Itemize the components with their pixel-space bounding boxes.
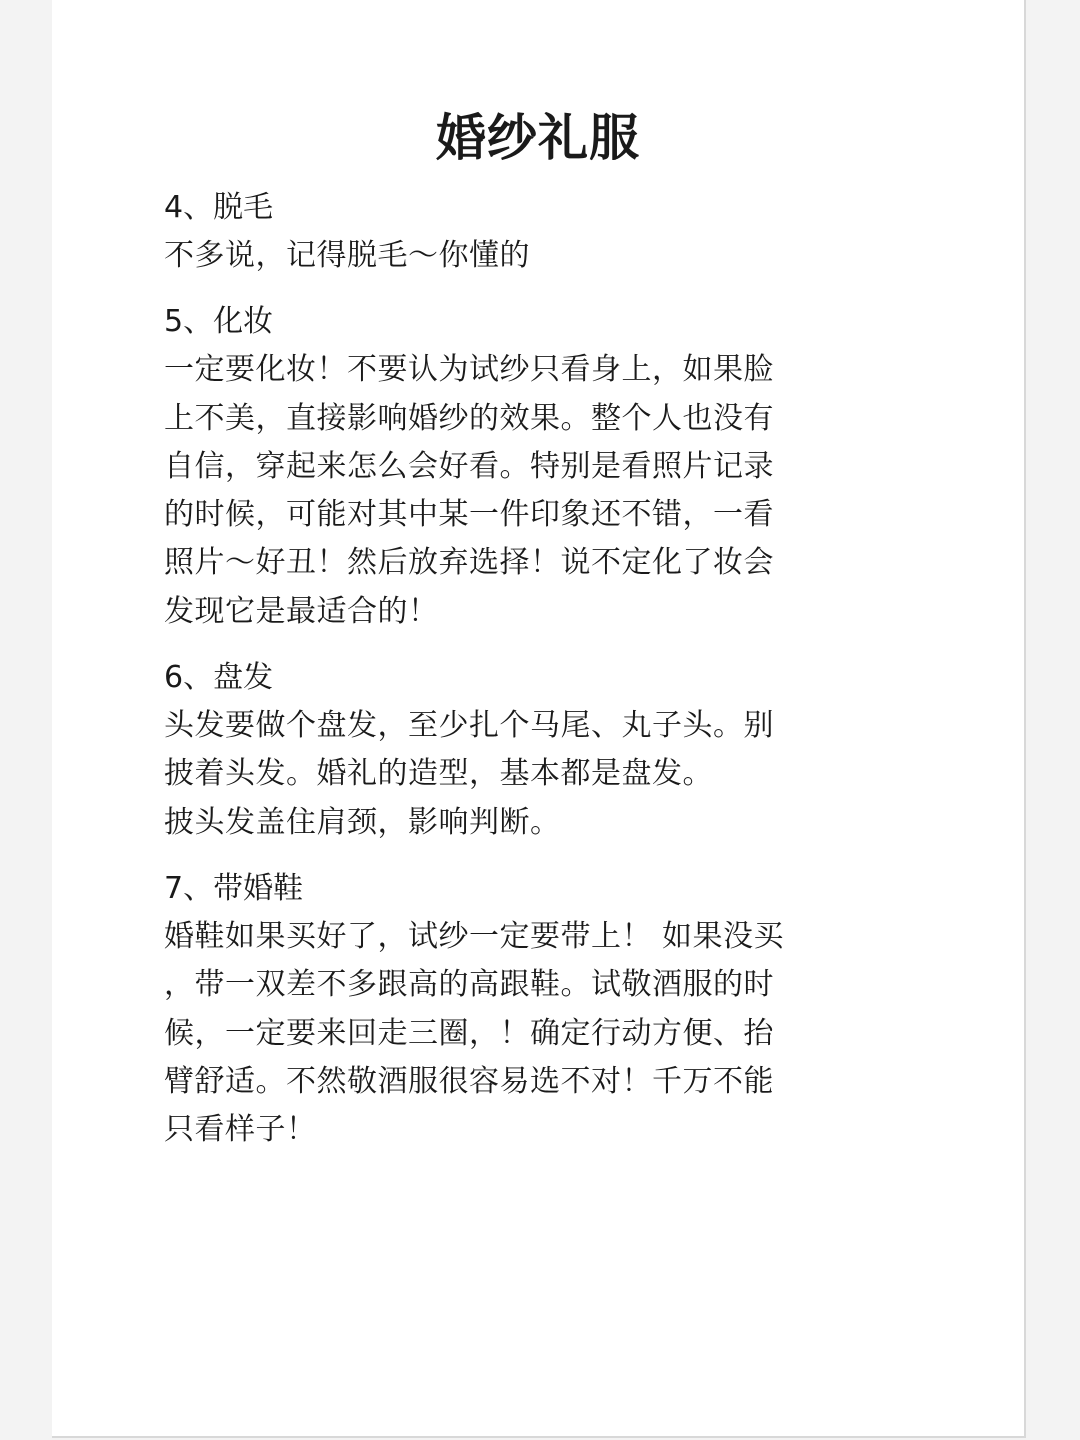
- paragraph-line: 候，一定要来回走三圈，！确定行动方便、抬: [164, 1015, 774, 1051]
- section-hair-removal: [164, 184, 854, 280]
- paragraph-line: 照片～好丑！然后放弃选择！说不定化了妆会: [164, 545, 774, 581]
- paragraph-line: 自信，穿起来怎么会好看。特别是看照片记录: [164, 448, 774, 484]
- document-page: [52, 0, 1026, 1438]
- section-heading: 5、化妆: [164, 304, 274, 340]
- document-body: [164, 184, 854, 1154]
- paragraph-line: 头发要做个盘发，至少扎个马尾、丸子头。别: [164, 708, 774, 744]
- paragraph-line: 披着头发。婚礼的造型，基本都是盘发。: [164, 756, 713, 792]
- section-heading: 4、脱毛: [164, 190, 274, 225]
- section-wedding-shoes: [164, 865, 854, 1154]
- paragraph-line: 上不美，直接影响婚纱的效果。整个人也没有: [164, 400, 774, 436]
- section-heading: 6、盘发: [164, 660, 274, 696]
- section-makeup: [164, 298, 854, 636]
- paragraph-line: 的时候，可能对其中某一件印象还不错，一看: [164, 497, 774, 533]
- paragraph-line: ，带一双差不多跟高的高跟鞋。试敬酒服的时: [164, 967, 774, 1003]
- paragraph-line: 臂舒适。不然敬酒服很容易选不对！千万不能: [164, 1063, 774, 1099]
- section-updo: [164, 654, 854, 847]
- page-title: 婚纱礼服: [436, 109, 640, 167]
- paragraph-line: 发现它是最适合的！: [164, 593, 439, 629]
- paragraph-line: 不多说，记得脱毛～你懂的: [164, 238, 530, 273]
- paragraph-line: 披头发盖住肩颈，影响判断。: [164, 804, 561, 840]
- paragraph-line: 只看样子！: [164, 1112, 317, 1148]
- section-heading: 7、带婚鞋: [164, 870, 304, 906]
- paragraph-line: 婚鞋如果买好了，试纱一定要带上！ 如果没买: [164, 918, 785, 954]
- paragraph-line: 一定要化妆！不要认为试纱只看身上，如果脸: [164, 352, 774, 388]
